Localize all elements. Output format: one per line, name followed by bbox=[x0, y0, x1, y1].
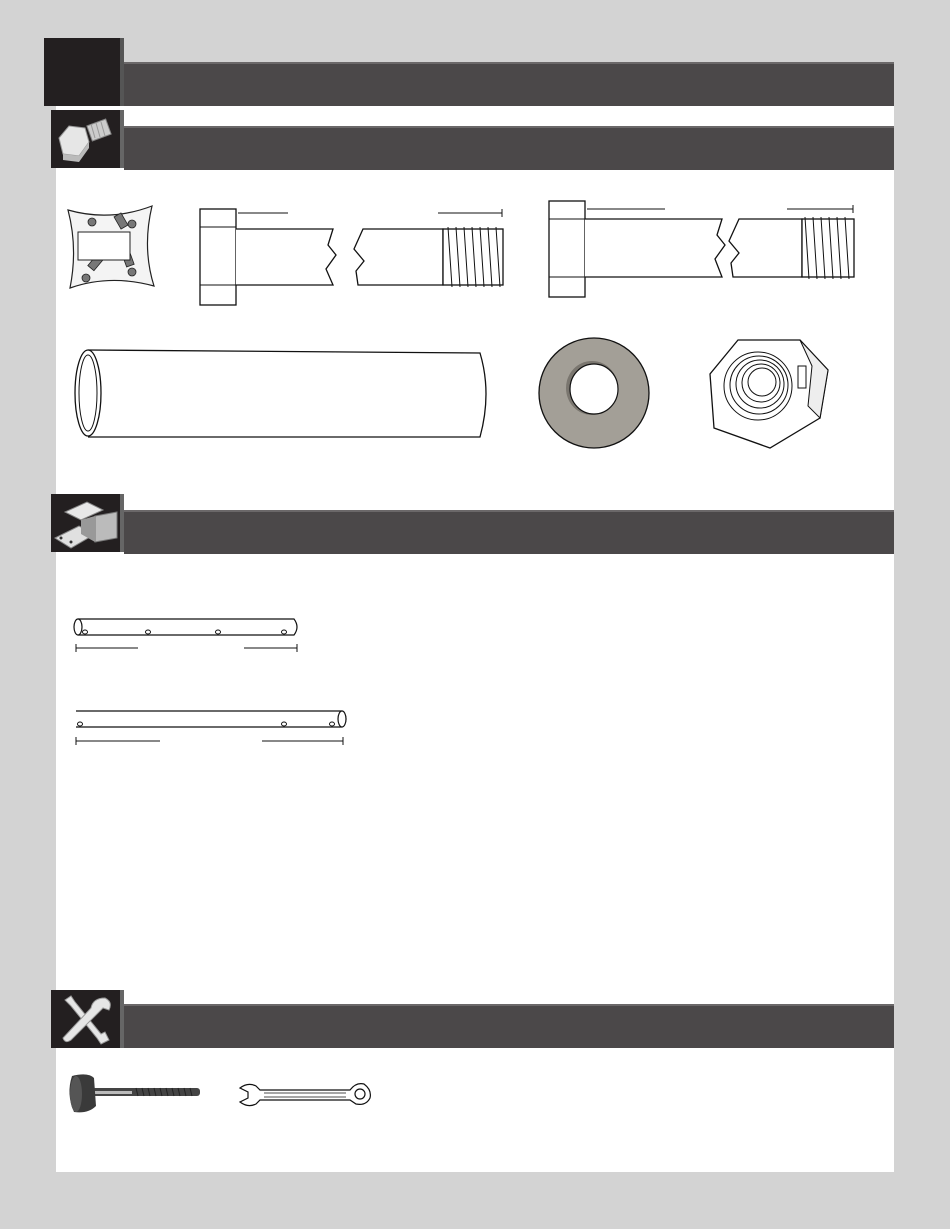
bolt-icon bbox=[51, 110, 124, 168]
hardware-pack-icon bbox=[62, 204, 158, 290]
bolt-short-icon bbox=[198, 205, 508, 307]
parts-section-bar bbox=[124, 510, 894, 554]
tools-icon bbox=[51, 990, 124, 1048]
rubber-mallet-icon bbox=[66, 1072, 206, 1116]
spacer-tube-icon bbox=[70, 345, 495, 441]
bolt-long-icon bbox=[547, 199, 859, 299]
step-number-box bbox=[44, 38, 124, 106]
hardware-section-bar bbox=[124, 126, 894, 170]
rod-long-icon bbox=[70, 709, 352, 747]
rod-short-icon bbox=[72, 617, 302, 653]
bracket-icon bbox=[51, 494, 124, 552]
header-title-bar bbox=[124, 62, 894, 106]
hex-nut-icon bbox=[708, 336, 832, 452]
combination-wrench-icon bbox=[238, 1080, 374, 1112]
tools-section-bar bbox=[124, 1004, 894, 1048]
flat-washer-icon bbox=[536, 336, 652, 450]
